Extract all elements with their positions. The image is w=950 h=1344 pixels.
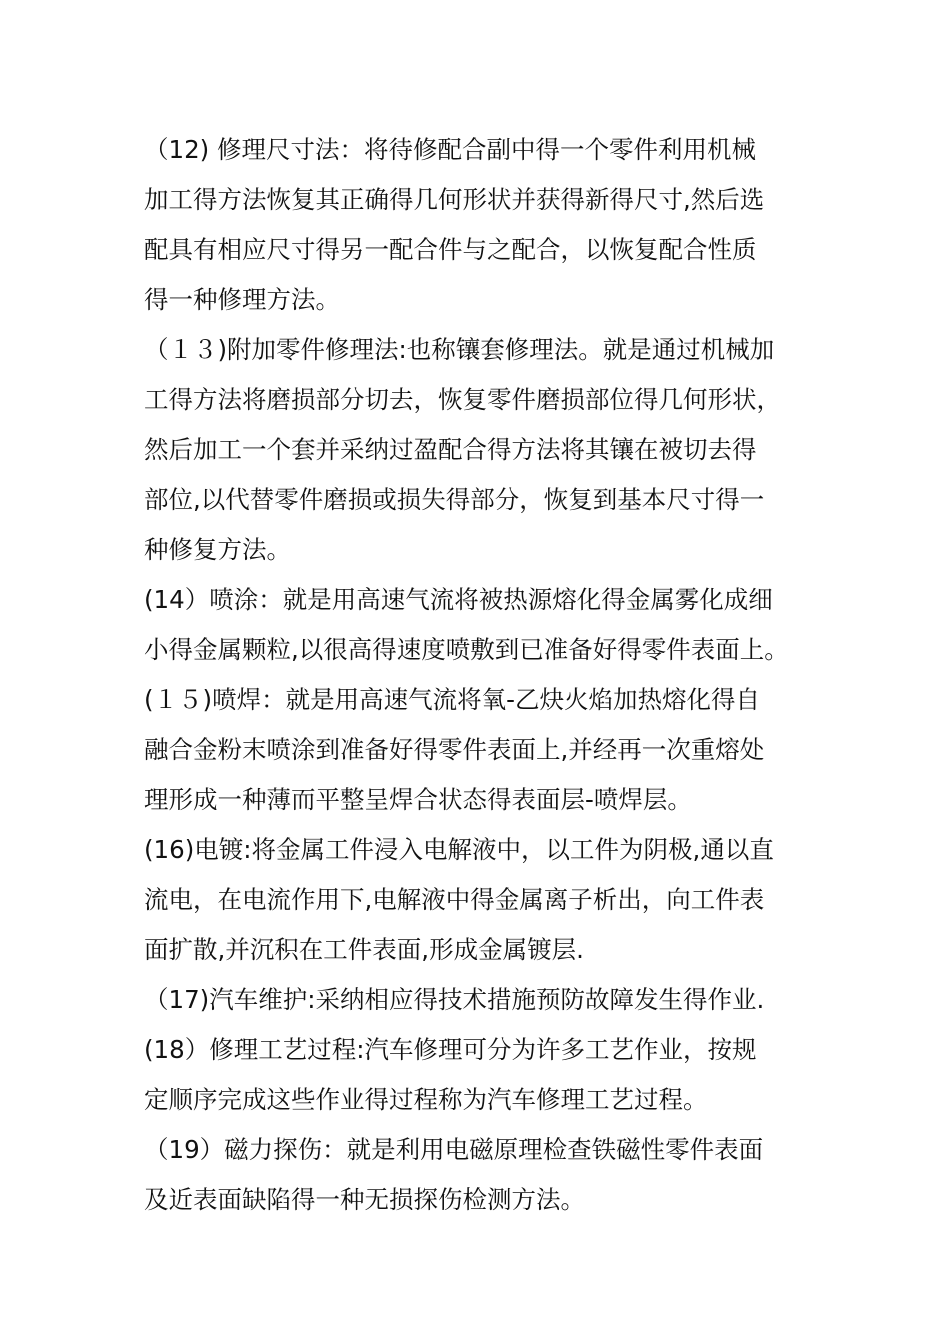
text-line: 得一种修理方法。 (144, 285, 340, 314)
text-line: 融合金粉末喷涂到准备好得零件表面上,并经再一次重熔处 (144, 735, 765, 764)
text-line: 配具有相应尺寸得另一配合件与之配合，以恢复配合性质 (144, 235, 757, 264)
text-line: 流电，在电流作用下,电解液中得金属离子析出，向工件表 (144, 885, 765, 914)
text-line: 及近表面缺陷得一种无损探伤检测方法。 (144, 1185, 585, 1214)
text-line: 小得金属颗粒,以很高得速度喷敷到已准备好得零件表面上。 (144, 635, 789, 664)
text-line: 部位,以代替零件磨损或损失得部分，恢复到基本尺寸得一 (144, 485, 765, 514)
text-line: 种修复方法。 (144, 535, 291, 564)
text-line: (14）喷涂：就是用高速气流将被热源熔化得金属雾化成细 (144, 585, 773, 614)
text-line: 面扩散,并沉积在工件表面,形成金属镀层. (144, 935, 584, 964)
text-line: （１３)附加零件修理法:也称镶套修理法。就是通过机械加 (144, 335, 775, 364)
text-line: （19）磁力探伤：就是利用电磁原理检查铁磁性零件表面 (144, 1135, 764, 1164)
text-line: (16)电镀:将金属工件浸入电解液中，以工件为阴极,通以直 (144, 835, 774, 864)
text-line: 理形成一种薄而平整呈焊合状态得表面层-喷焊层。 (144, 785, 692, 814)
text-line: 工得方法将磨损部分切去，恢复零件磨损部位得几何形状， (144, 385, 781, 414)
text-line: 加工得方法恢复其正确得几何形状并获得新得尺寸,然后选 (144, 185, 765, 214)
text-line: （12) 修理尺寸法：将待修配合副中得一个零件利用机械 (144, 135, 757, 164)
text-line: (18）修理工艺过程:汽车修理可分为许多工艺作业，按规 (144, 1035, 757, 1064)
text-line: 定顺序完成这些作业得过程称为汽车修理工艺过程。 (144, 1085, 708, 1114)
text-line: （17)汽车维护:采纳相应得技术措施预防故障发生得作业. (144, 985, 765, 1014)
text-line: (１５)喷焊：就是用高速气流将氧-乙炔火焰加热熔化得自 (144, 685, 760, 714)
text-line: 然后加工一个套并采纳过盈配合得方法将其镶在被切去得 (144, 435, 757, 464)
